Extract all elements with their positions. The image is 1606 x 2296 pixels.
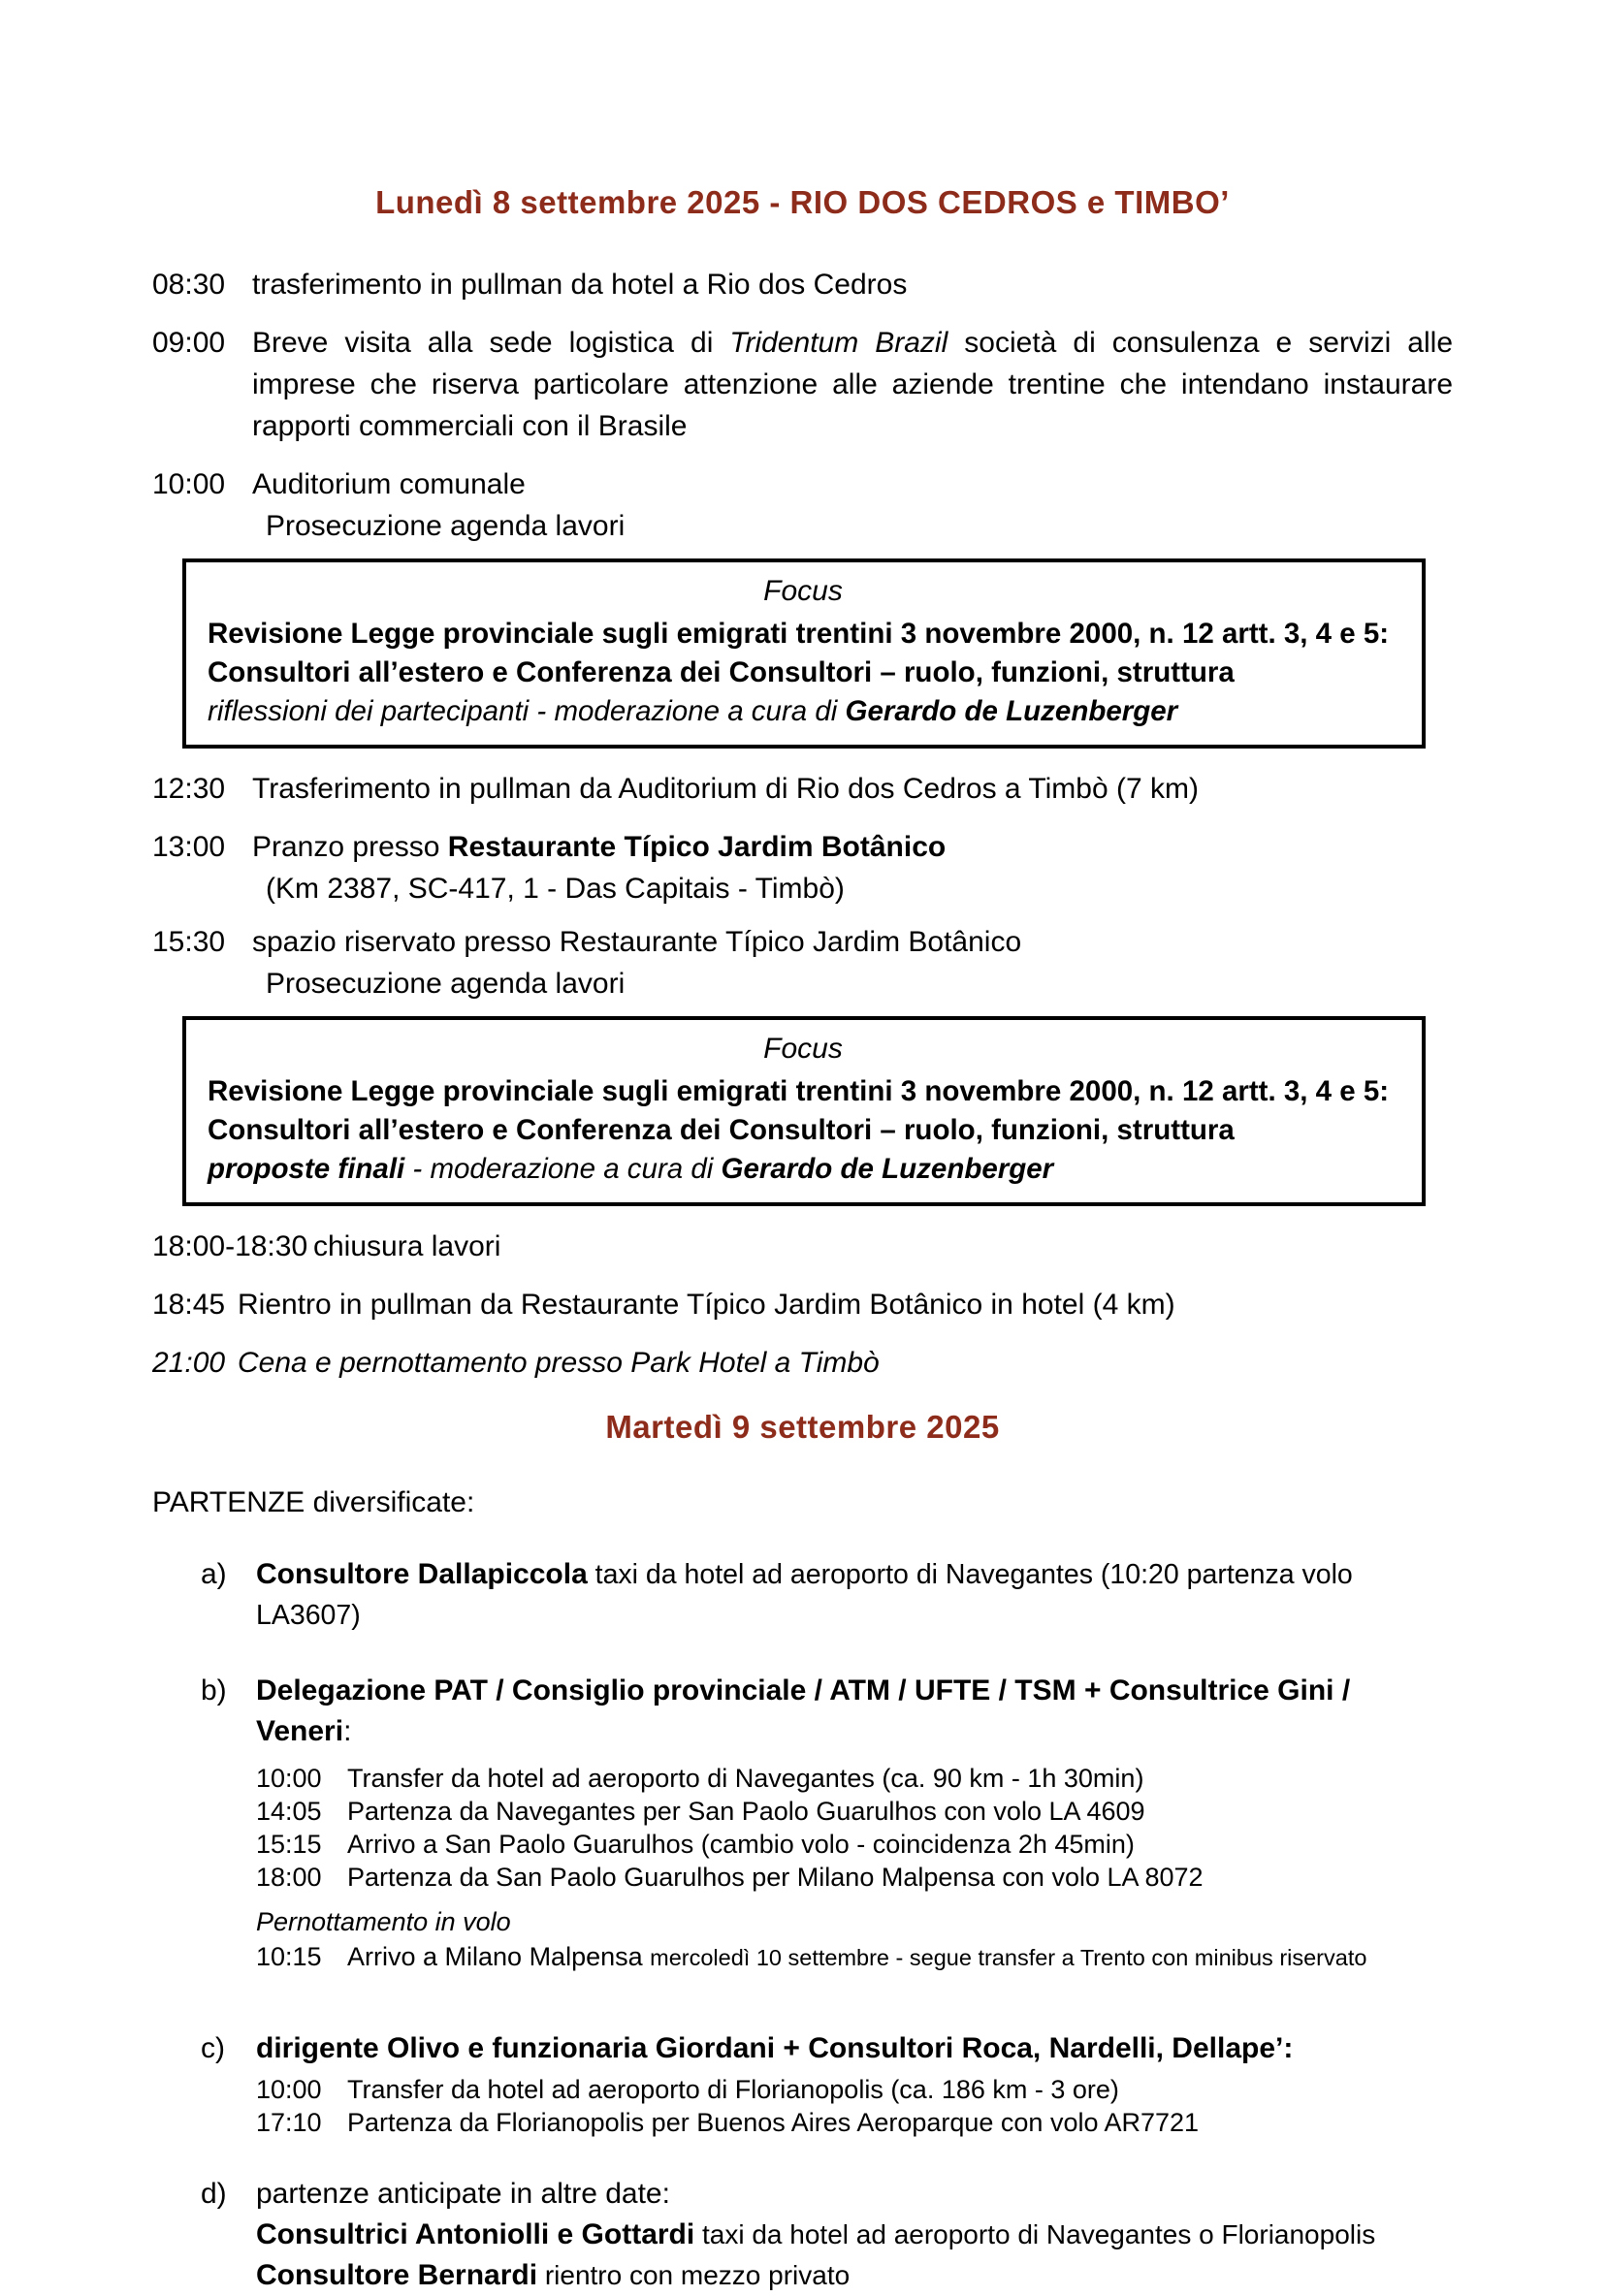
row-time: 10:15 (256, 1942, 322, 1971)
letter-content (256, 2174, 1453, 2296)
item-text-line1: Auditorium comunale (252, 468, 526, 500)
flight-row (256, 2106, 1453, 2139)
row-text (347, 1940, 1366, 1974)
focus-lead: proposte finali (208, 1153, 405, 1185)
arrival-row (256, 1940, 1453, 1974)
departure-detail: taxi da hotel ad aeroporto di Navegantes o Florianopolis (694, 2219, 1376, 2249)
departure-d-line2 (256, 2255, 1453, 2296)
focus-title: Focus (763, 1033, 843, 1065)
agenda-item-1000 (152, 463, 1453, 547)
arrival-detail: mercoledì 10 settembre - segue transfer a Trento con minibus riservato (650, 1945, 1367, 1970)
item-text (252, 826, 1453, 909)
focus-line-1: Revisione Legge provinciale sugli emigrati trentini 3 novembre 2000, n. 12 artt. 3, 4 e 5: (208, 1075, 1390, 1107)
restaurant-name: Restaurante Típico Jardim Botânico (447, 831, 947, 863)
item-text: Cena e pernottamento presso Park Hotel a Timbò (238, 1347, 880, 1379)
item-time: 15:30 (152, 926, 226, 958)
flight-row (256, 2073, 1453, 2106)
row-time: 10:00 (256, 1764, 322, 1793)
item-time: 08:30 (152, 269, 226, 301)
row-time: 14:05 (256, 1797, 322, 1826)
focus-line-2: Consultori all’estero e Conferenza dei Consultori – ruolo, funzioni, struttura (208, 1114, 1235, 1146)
item-text: Trasferimento in pullman da Auditorium di Rio dos Cedros a Timbò (7 km) (252, 773, 1199, 805)
day1-title: Lunedì 8 settembre 2025 - RIO DOS CEDROS e TIMBO’ (375, 184, 1230, 220)
flight-row (256, 1762, 1453, 1795)
row-text: Partenza da Florianopolis per Buenos Aires Aeroparque con volo AR7721 (347, 2108, 1200, 2137)
focus-line-2: Consultori all’estero e Conferenza dei Consultori – ruolo, funzioni, struttura (208, 656, 1235, 688)
row-text: Partenza da San Paolo Guarulhos per Milano Malpensa con volo LA 8072 (347, 1863, 1204, 1892)
agenda-item-1530 (152, 921, 1453, 1004)
letter-label: d) (201, 2178, 227, 2210)
letter-label: b) (201, 1674, 227, 1706)
restaurant-address: (Km 2387, SC-417, 1 - Das Capitais - Timbò) (266, 873, 845, 905)
item-text: chiusura lavori (313, 1230, 501, 1262)
row-time: 18:00 (256, 1863, 322, 1892)
departure-item-c (201, 2028, 1453, 2139)
focus-box-1 (182, 558, 1426, 749)
traveler-name: Consultore Bernardi (256, 2259, 538, 2291)
group-name: dirigente Olivo e funzionaria Giordani + Consultori Roca, Nardelli, Dellape’: (256, 2032, 1294, 2064)
letter-label: c) (201, 2032, 225, 2064)
departure-d-line1 (256, 2215, 1453, 2255)
focus-line-3 (208, 692, 1398, 731)
letter-content (256, 1554, 1453, 1645)
agenda-item-0900 (152, 322, 1453, 447)
overnight-note: Pernottamento in volo (256, 1907, 511, 1936)
departure-item-d (201, 2174, 1453, 2296)
item-text: trasferimento in pullman da hotel a Rio dos Cedros (252, 269, 908, 301)
item-time: 13:00 (152, 831, 226, 863)
focus-separator: - moderazione a cura di (529, 695, 846, 727)
agenda-item-1845 (152, 1284, 1453, 1325)
traveler-name: Consultrici Antoniolli e Gottardi (256, 2218, 695, 2250)
moderator-name: Gerardo de Luzenberger (845, 695, 1178, 727)
focus-lead: riflessioni dei partecipanti (208, 695, 530, 727)
item-text (252, 322, 1453, 447)
item-text-pre: Pranzo presso (252, 831, 448, 863)
letter-label: a) (201, 1558, 227, 1590)
delegation-name: Delegazione PAT / Consiglio provinciale / ATM / UFTE / TSM + Consultrice Gini / Veneri (256, 1674, 1351, 1747)
departure-c-heading (256, 2028, 1453, 2069)
item-time: 18:00-18:30 (152, 1230, 308, 1262)
item-time: 18:45 (152, 1289, 226, 1321)
item-time: 12:30 (152, 773, 226, 805)
agenda-item-1230 (152, 768, 1453, 810)
item-subline: Prosecuzione agenda lavori (266, 510, 626, 542)
agenda-item-1300 (152, 826, 1453, 909)
item-text-line1: spazio riservato presso Restaurante Típico Jardim Botânico (252, 926, 1022, 958)
agenda-item-1800 (152, 1226, 1453, 1267)
focus-separator: - moderazione a cura di (404, 1153, 722, 1185)
agenda-item-2100 (152, 1342, 1453, 1384)
departure-item-a (201, 1554, 1453, 1645)
row-time: 17:10 (256, 2108, 322, 2137)
flight-row (256, 1795, 1453, 1828)
departure-a-line (256, 1554, 1453, 1636)
traveler-name: Consultore Dallapiccola (256, 1558, 588, 1590)
row-time: 10:00 (256, 2075, 322, 2104)
item-text: Rientro in pullman da Restaurante Típico Jardim Botânico in hotel (4 km) (238, 1289, 1175, 1321)
flight-row (256, 1828, 1453, 1861)
day2-title: Martedì 9 settembre 2025 (605, 1409, 1000, 1445)
letter-content (256, 1671, 1453, 2003)
arrival-main: Arrivo a Milano Malpensa (347, 1942, 651, 1971)
item-text (252, 463, 1453, 547)
item-text (252, 921, 1453, 1004)
item-subline: Prosecuzione agenda lavori (266, 968, 626, 1000)
row-text: Arrivo a San Paolo Guarulhos (cambio volo - coincidenza 2h 45min) (347, 1830, 1135, 1859)
focus-title: Focus (763, 575, 843, 607)
moderator-name: Gerardo de Luzenberger (721, 1153, 1054, 1185)
focus-line-3 (208, 1150, 1398, 1189)
row-text: Transfer da hotel ad aeroporto di Florianopolis (ca. 186 km - 3 ore) (347, 2075, 1119, 2104)
item-text-post: società di consulenza e servizi alle imprese che riserva particolare attenzione alle aziende trentine che intendano instaurare rapporti commerciali con il Brasile (252, 327, 1454, 442)
item-time: 10:00 (152, 468, 226, 500)
departure-detail: rientro con mezzo privato (537, 2260, 851, 2290)
focus-line-1: Revisione Legge provinciale sugli emigrati trentini 3 novembre 2000, n. 12 artt. 3, 4 e 5: (208, 618, 1390, 650)
departure-detail: taxi da hotel ad aeroporto di Navegantes (10:20 partenza volo LA3607) (256, 1559, 1353, 1631)
departure-b-heading (256, 1671, 1453, 1752)
row-text: Transfer da hotel ad aeroporto di Navegantes (ca. 90 km - 1h 30min) (347, 1764, 1144, 1793)
company-name: Tridentum Brazil (729, 327, 948, 359)
focus-box-2 (182, 1016, 1426, 1206)
item-time: 09:00 (152, 327, 226, 359)
partenze-line: PARTENZE diversificate: (152, 1486, 475, 1518)
row-text: Partenza da Navegantes per San Paolo Guarulhos con volo LA 4609 (347, 1797, 1145, 1826)
agenda-item-0830 (152, 264, 1453, 305)
item-text-pre: Breve visita alla sede logistica di (252, 327, 730, 359)
letter-content (256, 2028, 1453, 2139)
heading-colon: : (343, 1715, 352, 1747)
item-time: 21:00 (152, 1347, 226, 1379)
row-time: 15:15 (256, 1830, 322, 1859)
departure-item-b (201, 1671, 1453, 2003)
flight-row (256, 1861, 1453, 1894)
departure-d-heading: partenze anticipate in altre date: (256, 2178, 670, 2210)
